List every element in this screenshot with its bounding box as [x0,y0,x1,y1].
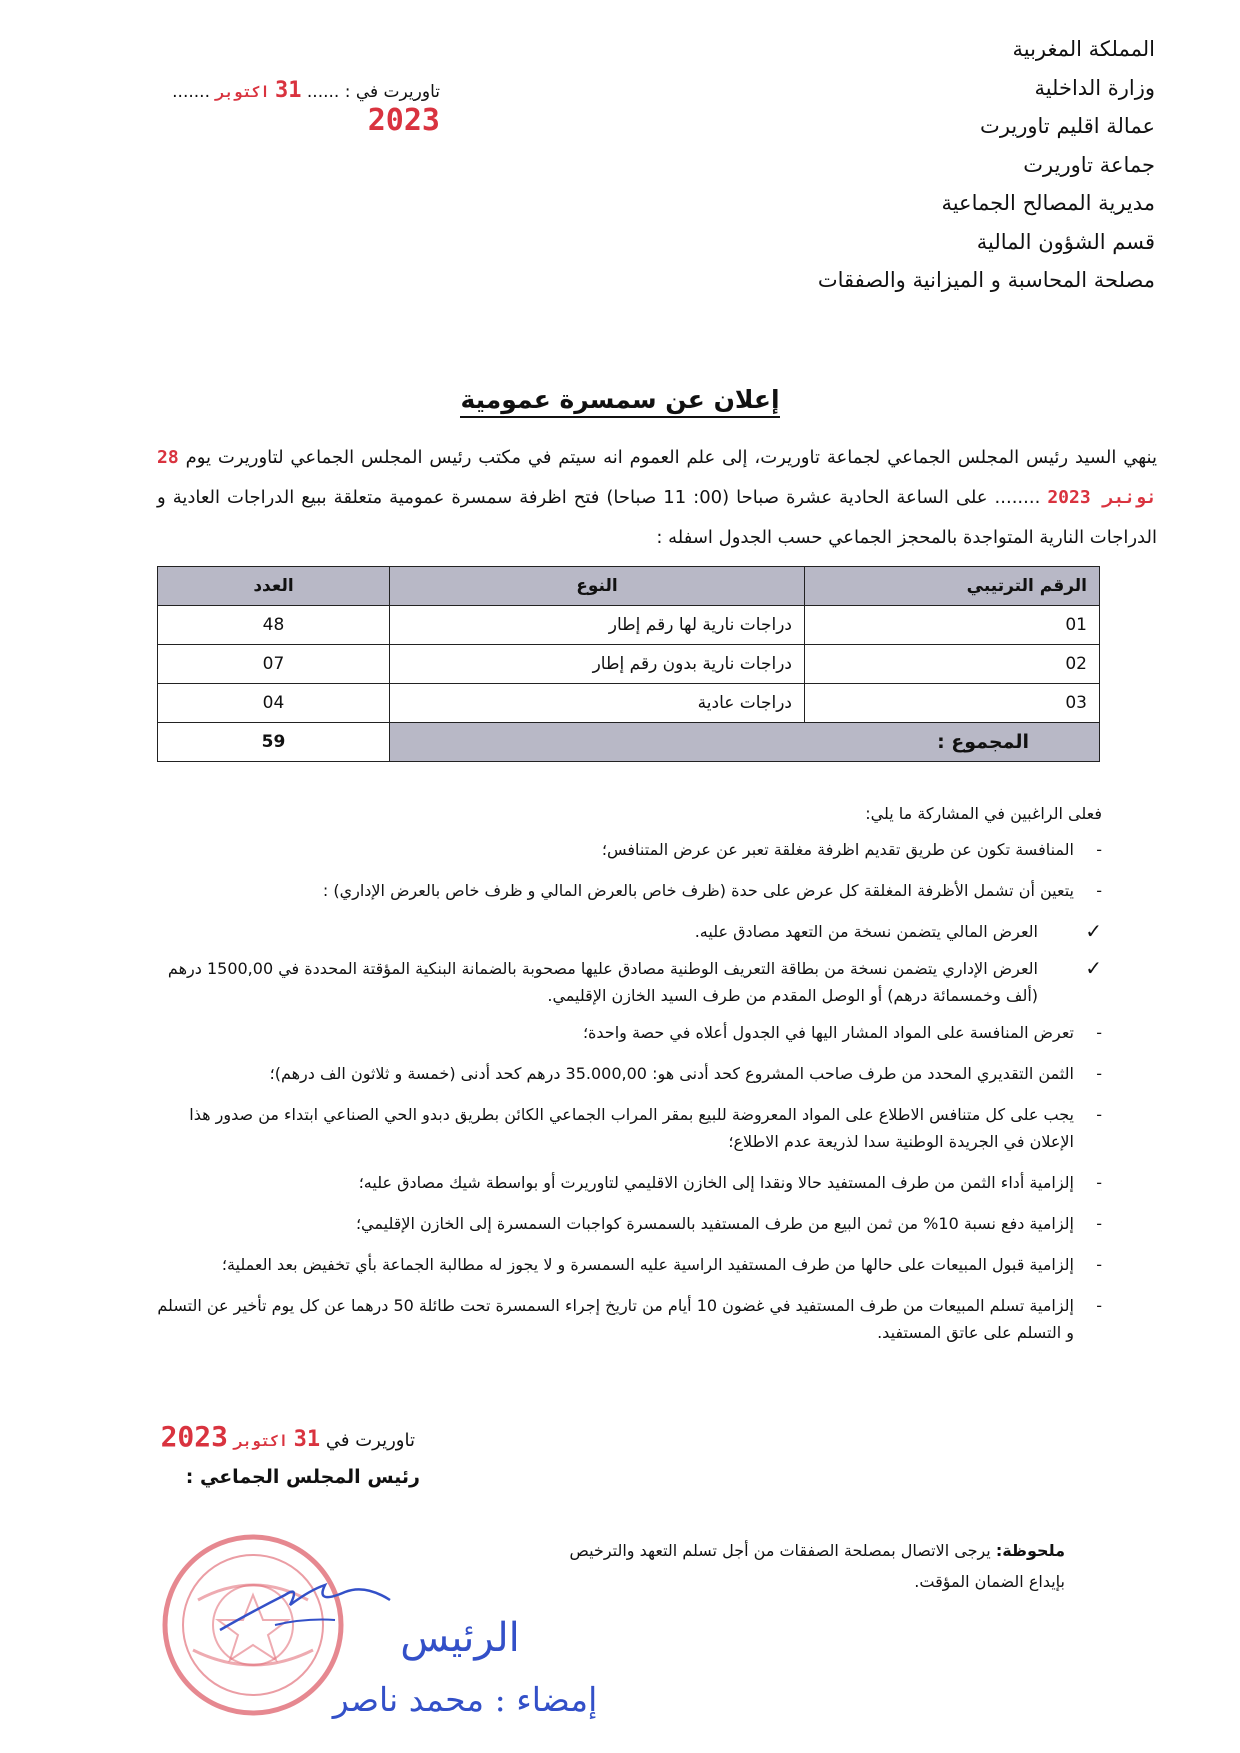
total-value: 59 [158,723,390,762]
condition-item: - تعرض المنافسة على المواد المشار اليها في الجدول أعلاه في حصة واحدة؛ [157,1019,1102,1046]
header-line: عمالة اقليم تاوريرت [980,114,1155,138]
header-line: جماعة تاوريرت [1023,152,1155,177]
stamp-year: 2023 [367,103,440,138]
condition-item: - إلزامية قبول المبيعات على حالها من طرف المستفيد الراسية عليه السمسرة و لا يجوز له مطالبة الجماعة بأي تخفيض بعد العملية؛ [157,1251,1102,1278]
sub-condition-item [157,918,1102,945]
date-dots: ....... [172,82,210,102]
cell-count: 04 [158,684,390,723]
conditions-list [157,800,1102,1360]
condition-item: - إلزامية دفع نسبة 10% من ثمن البيع من طرف المستفيد بالسمسرة كواجبات السمسرة إلى الخازن الإقليمي؛ [157,1210,1102,1237]
note-label: ملحوظة: [995,1541,1065,1560]
page-title: إعلان عن سمسرة عمومية [0,385,1240,414]
header-type: النوع [390,567,805,606]
signature-name: إمضاء : محمد ناصر [332,1680,598,1719]
header-line: وزارة الداخلية [1034,75,1155,100]
handwritten-date: 28 نونبر 2023 [157,447,1157,508]
condition-item: - المنافسة تكون عن طريق تقديم اظرفة مغلقة تعبر عن عرض المتنافس؛ [157,836,1102,863]
header-line: مصلحة المحاسبة و الميزانية والصفقات [817,268,1155,292]
total-label: المجموع : [390,723,1100,762]
cell-type: دراجات عادية [390,684,805,723]
closing-date-line [125,1420,415,1460]
cell-type: دراجات نارية لها رقم إطار [390,606,805,645]
header-line: مديرية المصالح الجماعية [941,191,1155,215]
condition-item: - يجب على كل متنافس الاطلاع على المواد المعروضة للبيع بمقر المراب الجماعي الكائن بطريق دبدو الحي الصناعي ابتداء من صدور هذا الإعلان في الجريدة الوطنية سدا لذريعة عدم الاطلاع؛ [157,1101,1102,1155]
note-block [560,1535,1065,1597]
condition-item: - يتعين أن تشمل الأظرفة المغلقة كل عرض على حدة (ظرف خاص بالعرض المالي و ظرف خاص بالعرض الإداري) : [157,877,1102,904]
issue-date-line [110,78,440,138]
stamp-month: اكتوبر [233,1432,288,1450]
table-total-row [158,723,1100,762]
header-line: المملكة المغربية [1012,37,1155,61]
header-line: قسم الشؤون المالية [976,229,1155,254]
intro-part2: ........ على الساعة الحادية عشرة صباحا (00: 11 صباحا) فتح اظرفة سمسرة عمومية متعلقة ببيع الدراجات العادية و الدراجات النارية المتواجدة بالمحجز الجماعي حسب الجدول اسفله : [157,487,1157,548]
header-rank: الرقم الترتيبي [805,567,1100,606]
note-text: يرجى الاتصال بمصلحة الصفقات من أجل تسلم التعهد والترخيص بإيداع الضمان المؤقت. [569,1541,1065,1591]
checkmark-icon: ✓ [1085,919,1102,943]
cell-count: 48 [158,606,390,645]
signature-title: الرئيس [400,1615,520,1661]
intro-paragraph [157,438,1157,558]
sub-condition-item [157,955,1102,1009]
cell-rank: 01 [805,606,1100,645]
condition-item: - الثمن التقديري المحدد من طرف صاحب المشروع كحد أدنى هو: 35.000,00 درهم كحد أدنى (خمسة و ثلاثون الف درهم)؛ [157,1060,1102,1087]
stamp-year: 2023 [160,1420,228,1453]
cell-rank: 03 [805,684,1100,723]
cell-rank: 02 [805,645,1100,684]
header-count: العدد [158,567,390,606]
conditions-lead: فعلى الراغبين في المشاركة ما يلي: [865,804,1102,823]
table-row [158,684,1100,723]
condition-item: - إلزامية أداء الثمن من طرف المستفيد حالا ونقدا إلى الخازن الاقليمي لتاوريرت أو بواسطة شيك مصادق عليه؛ [157,1169,1102,1196]
administrative-header [735,30,1155,300]
table-row [158,645,1100,684]
table-row [158,606,1100,645]
stamp-day: 31 [274,78,302,103]
checkmark-icon: ✓ [1085,956,1102,980]
cell-count: 07 [158,645,390,684]
closing-date-prefix: تاوريرت في [325,1430,415,1451]
items-table [157,566,1100,762]
stamp-month: اكتوبر [215,83,270,101]
cell-type: دراجات نارية بدون رقم إطار [390,645,805,684]
president-label: رئيس المجلس الجماعي : [185,1466,420,1488]
table-header-row [158,567,1100,606]
date-prefix: تاوريرت في : ...... [306,82,440,102]
sub-condition-text: العرض الإداري يتضمن نسخة من بطاقة التعريف الوطنية مصادق عليها مصحوبة بالضمانة البنكية المؤقتة المحددة في 1500,00 درهم (ألف وخمسمائة درهم) أو الوصل المقدم من طرف السيد الخازن الإقليمي. [167,959,1038,1005]
stamp-day: 31 [293,1427,321,1452]
intro-part1: ينهي السيد رئيس المجلس الجماعي لجماعة تاوريرت، إلى علم العموم انه سيتم في مكتب رئيس المجلس الجماعي لتاوريرت يوم [185,447,1157,468]
sub-condition-text: العرض المالي يتضمن نسخة من التعهد مصادق عليه. [694,922,1038,941]
condition-item: - إلزامية تسلم المبيعات من طرف المستفيد في غضون 10 أيام من تاريخ إجراء السمسرة تحت طائلة 50 درهما عن كل يوم تأخير عن التسلم و التسلم على عاتق المستفيد. [157,1292,1102,1346]
